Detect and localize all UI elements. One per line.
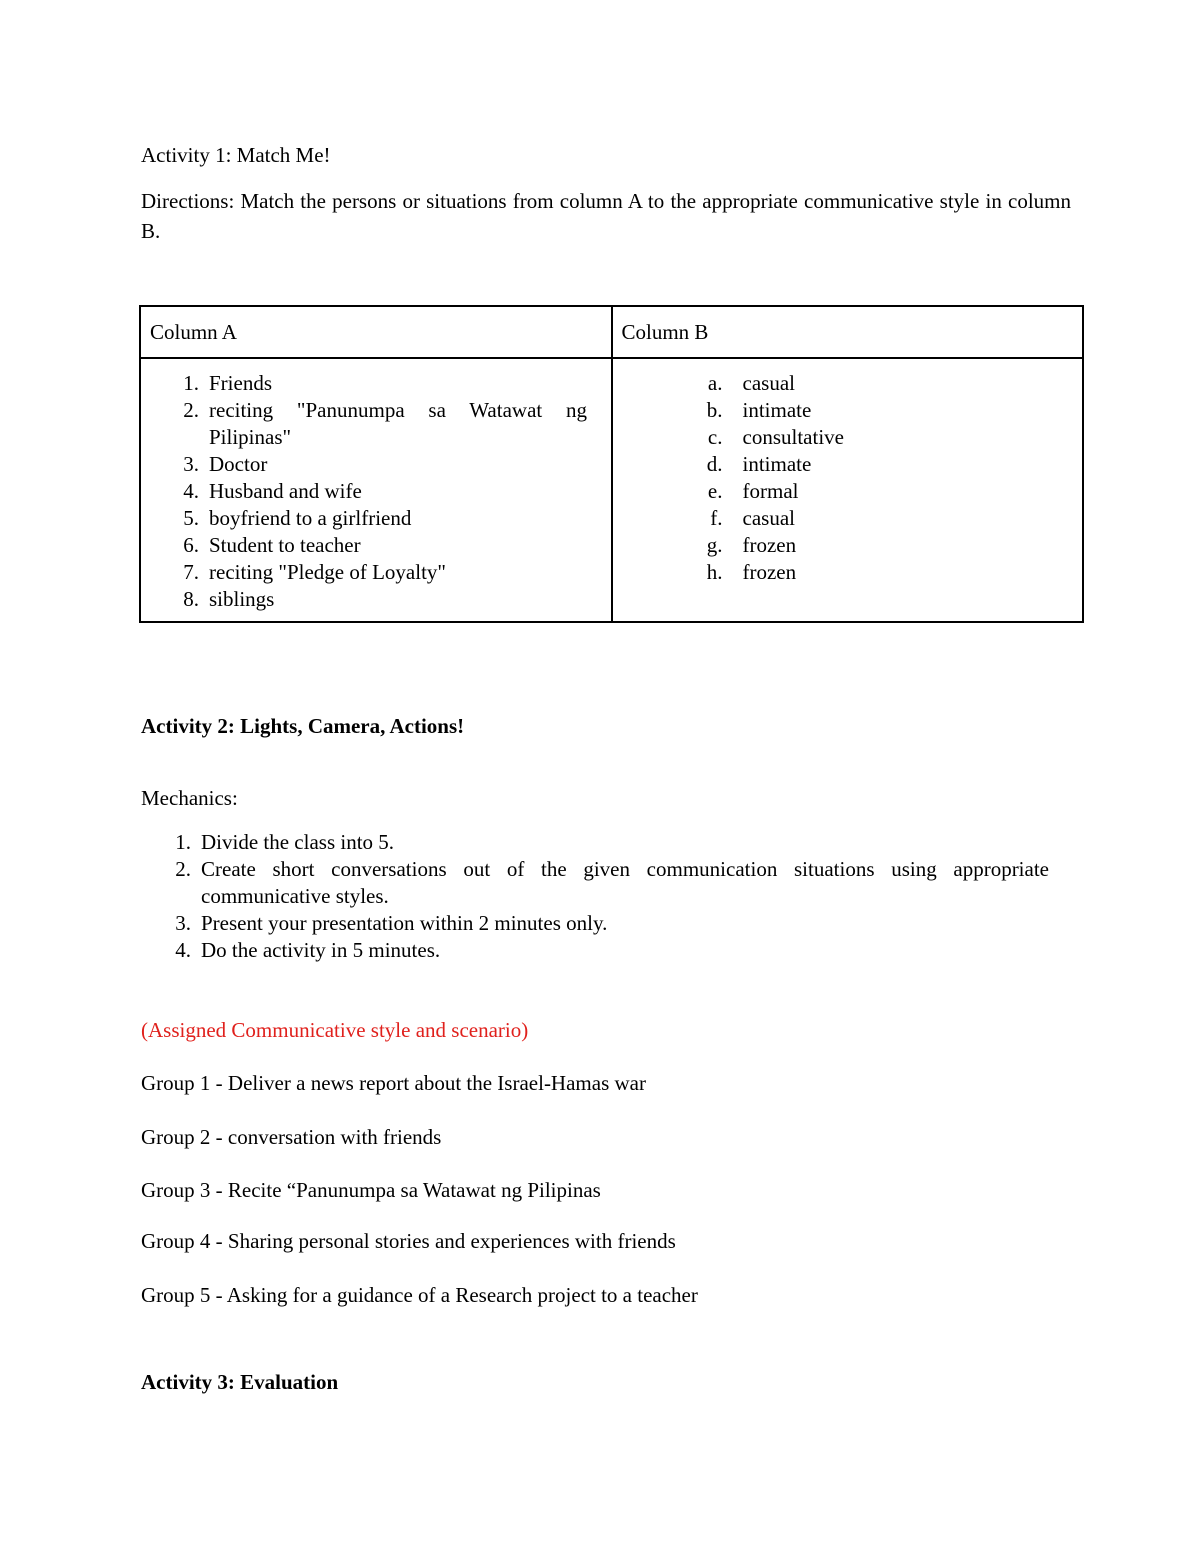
group-2-assignment: Group 2 - conversation with friends [141, 1125, 442, 1149]
item-text: Student to teacher [209, 533, 361, 557]
item-text: Pilipinas" [209, 425, 292, 449]
list-item [613, 424, 1083, 451]
list-item [141, 559, 611, 586]
list-item [613, 451, 1083, 478]
column-a-header: Column A [140, 306, 612, 358]
item-letter: e. [707, 479, 723, 503]
column-b-cell [612, 358, 1084, 622]
item-number: 2. [183, 398, 199, 422]
item-number: 4. [183, 479, 199, 503]
list-item [141, 532, 611, 559]
matching-table [139, 305, 1084, 623]
list-item [141, 910, 1061, 937]
activity-3-title: Activity 3: Evaluation [141, 1370, 339, 1394]
item-text: formal [742, 479, 799, 503]
item-number: 8. [183, 587, 199, 611]
item-number: 7. [183, 560, 199, 584]
activity-1-directions: Directions: Match the persons or situations from column A to the appropriate communicative style in column B. [141, 189, 1071, 243]
item-letter: f. [710, 506, 723, 530]
item-text: boyfriend to a girlfriend [209, 506, 412, 530]
list-item [141, 397, 611, 424]
item-text: frozen [742, 560, 797, 584]
item-text: reciting "Panunumpa sa Watawat ng [209, 398, 587, 422]
group-5-assignment: Group 5 - Asking for a guidance of a Research project to a teacher [141, 1283, 698, 1307]
item-text: Present your presentation within 2 minutes only. [201, 911, 608, 935]
item-text: siblings [209, 587, 275, 611]
list-item [141, 451, 611, 478]
list-item [613, 559, 1083, 586]
list-item [613, 532, 1083, 559]
item-text: casual [742, 371, 795, 395]
mechanics-label: Mechanics: [141, 786, 238, 810]
group-1-assignment: Group 1 - Deliver a news report about the Israel-Hamas war [141, 1071, 646, 1095]
list-item [141, 478, 611, 505]
item-text: Husband and wife [209, 479, 362, 503]
activity-2-title: Activity 2: Lights, Camera, Actions! [141, 714, 465, 738]
item-number: 4. [175, 938, 191, 962]
item-letter: b. [706, 398, 723, 422]
list-item [613, 370, 1083, 397]
list-item [141, 424, 611, 451]
item-text: reciting "Pledge of Loyalty" [209, 560, 446, 584]
list-item [141, 370, 611, 397]
item-letter: d. [706, 452, 723, 476]
list-item [141, 505, 611, 532]
item-number [141, 424, 209, 451]
item-number: 5. [183, 506, 199, 530]
item-text: Friends [209, 371, 272, 395]
item-text: Do the activity in 5 minutes. [201, 938, 441, 962]
item-number: 3. [183, 452, 199, 476]
list-item [141, 586, 611, 613]
list-item [613, 505, 1083, 532]
activity-1-title: Activity 1: Match Me! [141, 143, 331, 167]
item-text: Create short conversations out of the given communication situations using appropriate communicative styles. [201, 857, 1049, 908]
item-letter: g. [706, 533, 723, 557]
column-b-header: Column B [612, 306, 1084, 358]
list-item [141, 829, 1061, 856]
item-number: 1. [183, 371, 199, 395]
item-letter: a. [707, 371, 723, 395]
item-number: 2. [175, 857, 191, 881]
list-item [141, 856, 1061, 910]
item-text: Divide the class into 5. [201, 830, 395, 854]
item-letter: c. [707, 425, 723, 449]
column-a-cell [140, 358, 612, 622]
item-text: casual [742, 506, 795, 530]
assigned-style-label: (Assigned Communicative style and scenario) [141, 1018, 529, 1042]
item-number: 3. [175, 911, 191, 935]
item-text: Doctor [209, 452, 268, 476]
item-text: intimate [742, 452, 812, 476]
item-number: 6. [183, 533, 199, 557]
list-item [613, 478, 1083, 505]
mechanics-list [141, 829, 1061, 964]
item-text: consultative [742, 425, 844, 449]
list-item [141, 937, 1061, 964]
column-a-list [141, 359, 611, 613]
item-text: intimate [742, 398, 812, 422]
group-3-assignment: Group 3 - Recite “Panunumpa sa Watawat ng Pilipinas [141, 1178, 601, 1202]
group-4-assignment: Group 4 - Sharing personal stories and experiences with friends [141, 1229, 676, 1253]
column-b-list [613, 359, 1083, 586]
list-item [613, 397, 1083, 424]
item-number: 1. [175, 830, 191, 854]
item-text: frozen [742, 533, 797, 557]
item-letter: h. [706, 560, 723, 584]
